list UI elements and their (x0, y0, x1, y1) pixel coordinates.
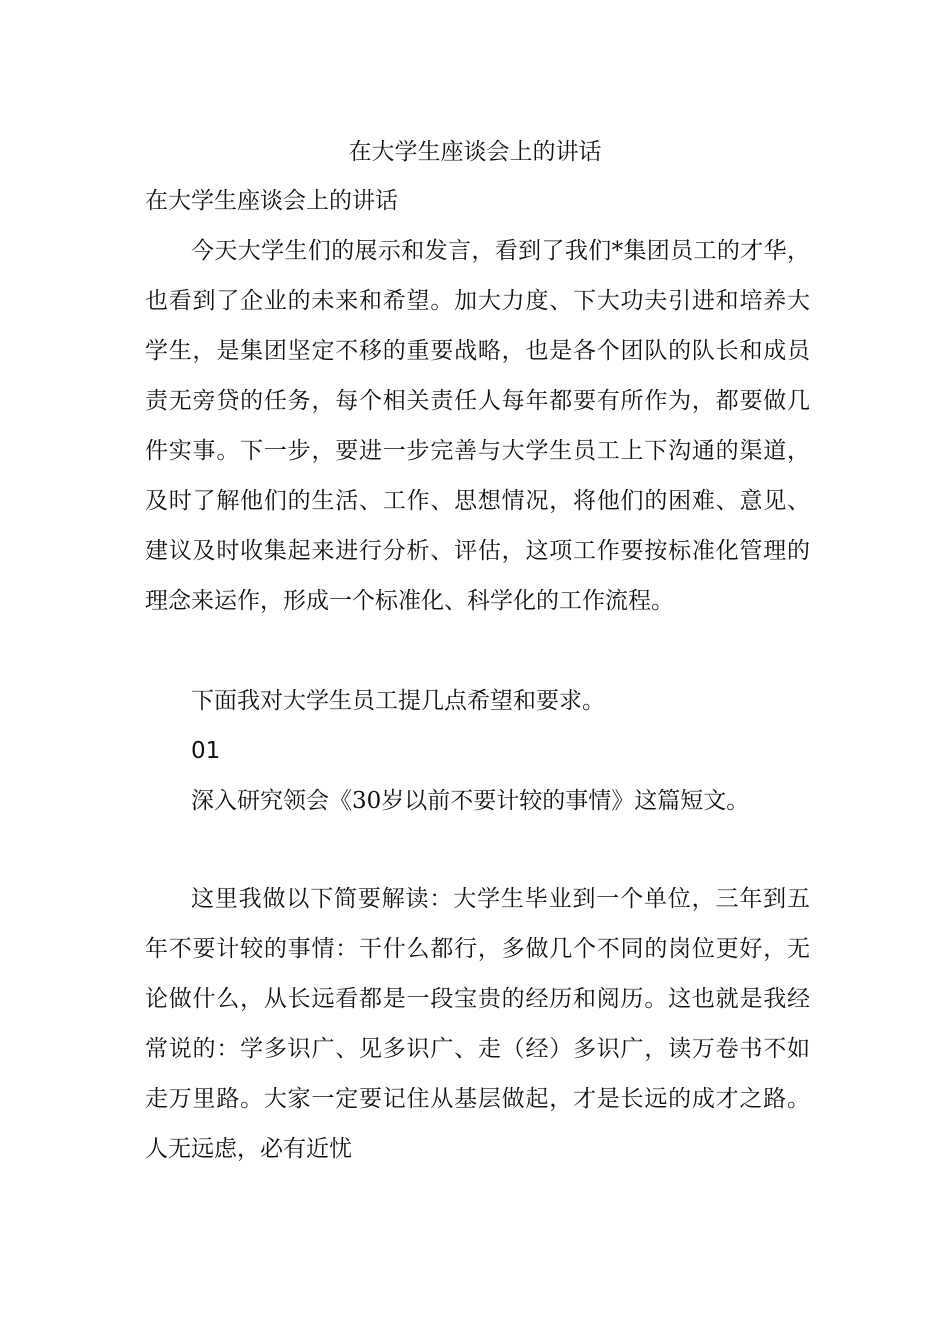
body-paragraph-interpretation: 这里我做以下简要解读：大学生毕业到一个单位，三年到五年不要计较的事情：干什么都行，多做几个不同的岗位更好，无论做什么，从长远看都是一段宝贵的经历和阅历。这也就是我经常说的：学多识广、见多识广、走（经）多识广，读万卷书不如走万里路。大家一定要记住从基层做起，才是长远的成才之路。人无远虑，必有近忧 (145, 886, 810, 1162)
section-heading: 深入研究领会《30岁以前不要计较的事情》这篇短文。 (191, 788, 750, 814)
section-number: 01 (191, 738, 221, 764)
body-paragraph-intro: 今天大学生们的展示和发言，看到了我们*集团员工的才华，也看到了企业的未来和希望。加大力度、下大功夫引进和培养大学生，是集团坚定不移的重要战略，也是各个团队的队长和成员责无旁贷的任务，每个相关责任人每年都要有所作为，都要做几件实事。下一步，要进一步完善与大学生员工上下沟通的渠道，及时了解他们的生活、工作、思想情况，将他们的困难、意见、建议及时收集起来进行分析、评估，这项工作要按标准化管理的理念来运作，形成一个标准化、科学化的工作流程。 (145, 238, 810, 614)
body-paragraph-requirements: 下面我对大学生员工提几点希望和要求。 (191, 688, 605, 714)
page-title: 在大学生座谈会上的讲话 (348, 139, 602, 165)
document-subtitle: 在大学生座谈会上的讲话 (145, 188, 398, 214)
